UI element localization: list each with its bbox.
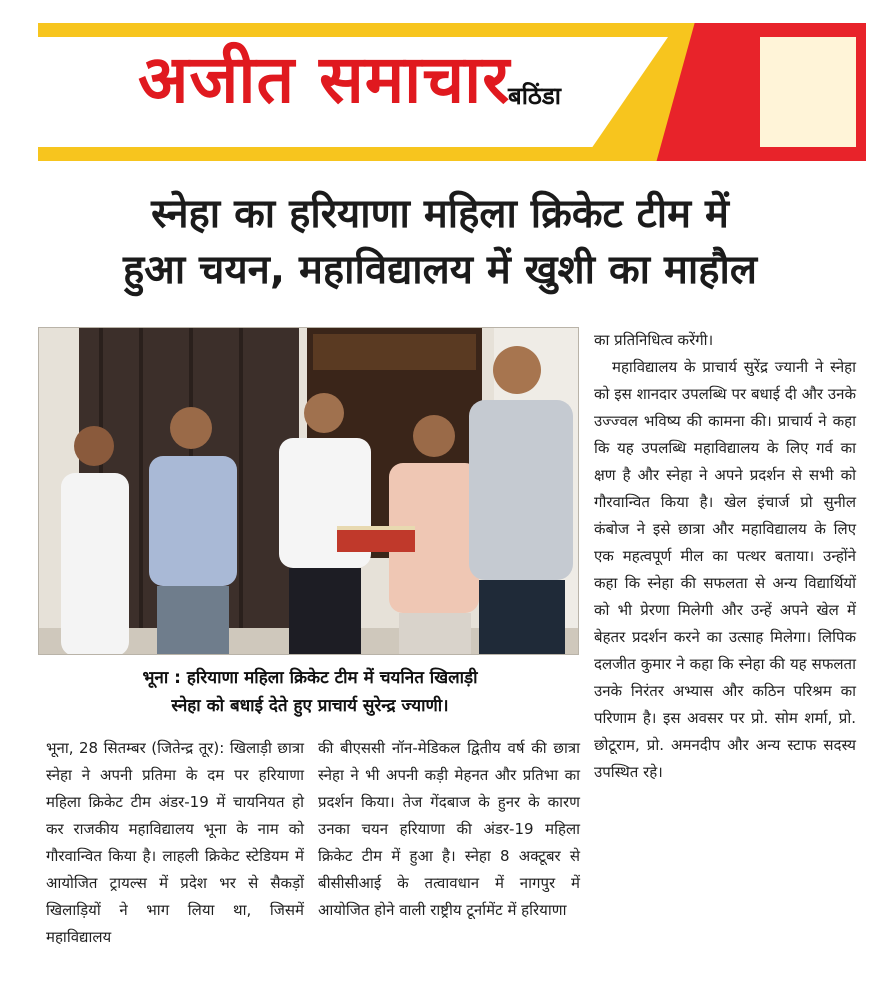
caption-line-1: भूना : हरियाणा महिला क्रिकेट टीम में चयनित खिलाड़ी bbox=[142, 668, 478, 688]
photo-illustration bbox=[39, 328, 579, 655]
caption-line-2: स्नेहा को बधाई देते हुए प्राचार्य सुरेन्द्र ज्याणी। bbox=[171, 696, 449, 716]
article-paragraph: की बीएससी नॉन-मेडिकल द्वितीय वर्ष की छात्रा स्नेहा ने भी अपनी कड़ी मेहनत और प्रतिभा का प्रदर्शन किया। तेज गेंदबाज के हुनर के कारण उनका चयन हरियाणा की अंडर-19 महिला क्रिकेट टीम में हुआ है। स्नेहा 8 अक्टूबर से बीसीसीआई के तत्वावधान में नागपुर में आयोजित होने वाली राष्ट्रीय टूर्नामेंट में हरियाणा bbox=[318, 739, 580, 919]
article-paragraph: महाविद्यालय के प्राचार्य सुरेंद्र ज्यानी ने स्नेहा को इस शानदार उपलब्धि पर बधाई दी और उनके उज्ज्वल भविष्य की कामना की। प्राचार्य ने कहा कि यह उपलब्धि महाविद्यालय के लिए गर्व का क्षण है और स्नेहा ने अपने प्रदर्शन से सभी को गौरवान्वित किया है। खेल इंचार्ज प्रो सुनील कंबोज ने इसे छात्रा और महाविद्यालय के लिए एक महत्वपूर्ण मील का पत्थर बताया। उन्होंने कहा कि स्नेहा की सफलता से अन्य विद्यार्थियों को भी प्रेरणा मिलेगी और उन्हें अपने खेल में बेहतर प्रदर्शन करने का उत्साह मिलेगा। लिपिक दलजीत कुमार ने कहा कि स्नेहा की यह सफलता उनके निरंतर अभ्यास और कठिन परिश्रम का परिणाम है। इस अवसर पर प्रो. सोम शर्मा, प्रो. छोटूराम, प्रो. अमनदीप और अन्य स्टाफ सदस्य उपस्थित रहे। bbox=[594, 358, 856, 781]
headline bbox=[40, 186, 840, 298]
masthead-inner-panel bbox=[760, 37, 856, 147]
article-column-1 bbox=[46, 735, 304, 951]
newspaper-name: अजीत समाचार bbox=[138, 41, 511, 118]
article-paragraph: भूना, 28 सितम्बर (जितेन्द्र तूर): खिलाड़ी छात्रा स्नेहा ने अपनी प्रतिमा के दम पर हरियाणा महिला क्रिकेट टीम अंडर-19 में चायनियत हो कर राजकीय महाविद्यालय भूना के नाम को गौरवान्वित किया है। लाहली क्रिकेट स्टेडियम में आयोजित ट्रायल्स में प्रदेश भर से सैकड़ों खिलाड़ियों ने भाग लिया था, जिसमें महाविद्यालय bbox=[46, 739, 304, 946]
article-column-3 bbox=[594, 327, 856, 786]
masthead-banner bbox=[38, 23, 866, 161]
photo-caption bbox=[40, 664, 580, 720]
edition-city: बठिंडा bbox=[508, 82, 561, 110]
headline-line-1: स्नेहा का हरियाणा महिला क्रिकेट टीम में bbox=[151, 191, 729, 237]
headline-line-2: हुआ चयन, महाविद्यालय में खुशी का माहौल bbox=[123, 247, 757, 293]
article-column-2 bbox=[318, 735, 580, 924]
article-paragraph: का प्रतिनिधित्व करेंगी। bbox=[594, 331, 714, 349]
news-photo bbox=[38, 327, 579, 655]
